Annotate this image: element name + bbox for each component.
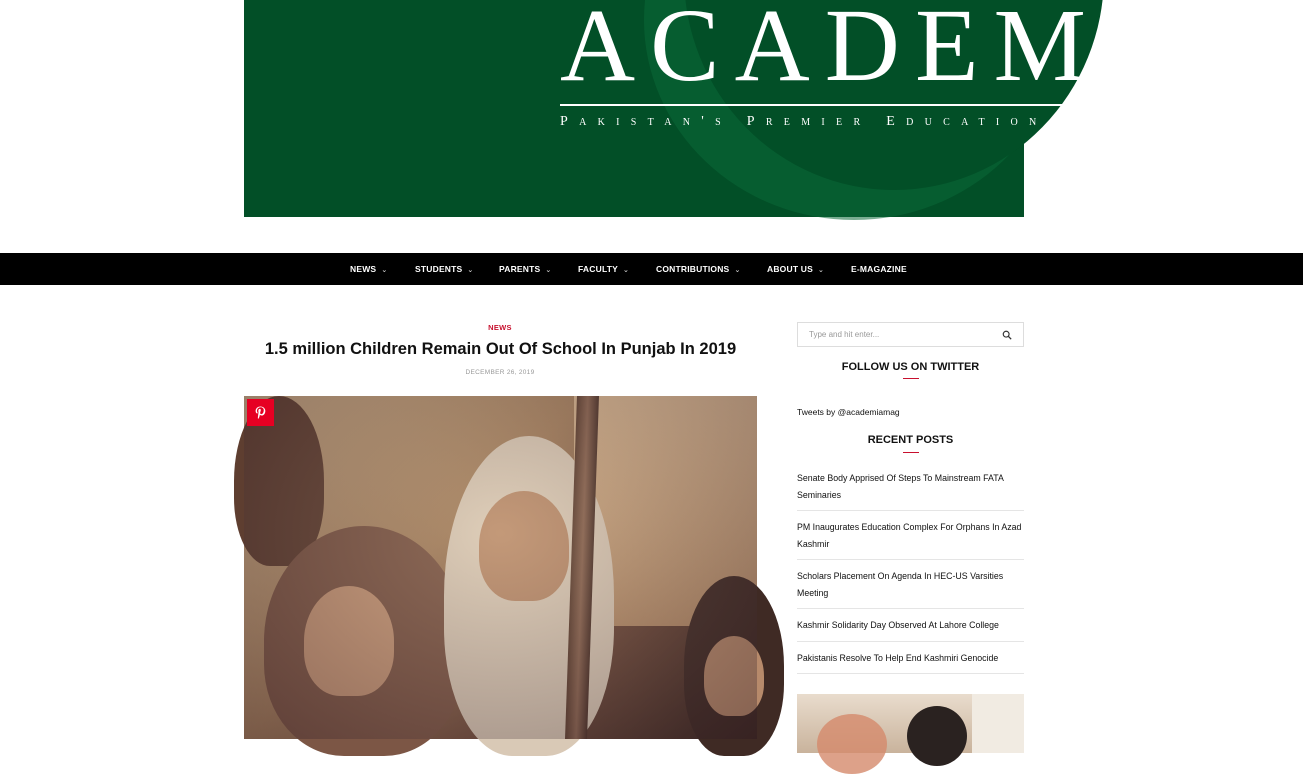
nav-item-label: CONTRIBUTIONS	[656, 264, 730, 274]
nav-item-label: STUDENTS	[415, 264, 463, 274]
nav-item-label: E-MAGAZINE	[851, 264, 907, 274]
tweets-by-link[interactable]: Tweets by @academiamag	[797, 407, 900, 417]
nav-item-about-us[interactable]	[767, 253, 824, 285]
logo-divider	[560, 104, 1224, 106]
widget-title-underline	[903, 452, 919, 453]
sidebar-thumbnail-image[interactable]	[797, 694, 1024, 753]
logo-letter: E	[914, 0, 979, 103]
logo-letter: A	[734, 0, 810, 103]
nav-item-label: PARENTS	[499, 264, 541, 274]
nav-item-parents[interactable]	[499, 253, 551, 285]
thumbnail-shape	[907, 706, 967, 766]
thumbnail-shape	[972, 694, 1024, 753]
recent-post-link[interactable]: Senate Body Apprised Of Steps To Mainstream FATA Seminaries	[797, 462, 1024, 511]
recent-posts-list	[797, 462, 1024, 674]
logo-letter: D	[824, 0, 900, 103]
chevron-down-icon: ⌄	[545, 267, 552, 274]
chevron-down-icon: ⌄	[622, 267, 630, 274]
article-date: DECEMBER 26, 2019	[465, 369, 535, 376]
nav-item-contributions[interactable]	[656, 253, 741, 285]
chevron-down-icon: ⌄	[734, 267, 741, 274]
header-banner[interactable]	[244, 0, 1226, 217]
article-title: 1.5 million Children Remain Out Of School In Punjab In 2019	[264, 340, 737, 358]
thumbnail-shape	[817, 714, 887, 774]
sidebar-search	[797, 322, 1024, 347]
nav-item-label: FACULTY	[578, 264, 618, 274]
chevron-down-icon: ⌄	[381, 267, 388, 274]
pinterest-icon	[254, 406, 267, 419]
logo-letter: C	[650, 0, 720, 103]
article-category-link[interactable]: NEWS	[488, 323, 512, 332]
logo-letter: A	[1150, 0, 1226, 103]
twitter-widget-title: FOLLOW US ON TWITTER	[841, 361, 980, 373]
logo-letter: M	[993, 0, 1087, 103]
image-shading	[244, 396, 757, 739]
nav-item-students[interactable]	[415, 253, 474, 285]
search-icon[interactable]	[1002, 330, 1012, 340]
main-navigation	[0, 253, 1303, 285]
recent-post-link[interactable]: Scholars Placement On Agenda In HEC-US Varsities Meeting	[797, 560, 1024, 609]
nav-item-faculty[interactable]	[578, 253, 629, 285]
widget-title-underline	[903, 378, 919, 379]
nav-item-label: ABOUT US	[767, 264, 813, 274]
logo-letter: A	[560, 0, 636, 103]
chevron-down-icon: ⌄	[467, 267, 474, 274]
nav-item-news[interactable]	[350, 253, 387, 285]
recent-posts-title: RECENT POSTS	[867, 434, 954, 446]
nav-item-e-magazine[interactable]	[851, 253, 907, 285]
recent-post-link[interactable]: Pakistanis Resolve To Help End Kashmiri Genocide	[797, 642, 1024, 675]
recent-post-link[interactable]: Kashmir Solidarity Day Observed At Lahore College	[797, 609, 1024, 642]
pinterest-share-button[interactable]	[247, 399, 274, 426]
search-input[interactable]	[798, 323, 998, 346]
recent-post-link[interactable]: PM Inaugurates Education Complex For Orphans In Azad Kashmir	[797, 511, 1024, 560]
chevron-down-icon: ⌄	[818, 267, 825, 274]
nav-item-label: NEWS	[350, 264, 377, 274]
site-tagline: Pakistan's Premier Education Magazine	[560, 114, 1210, 129]
site-logo-title	[560, 0, 1226, 103]
article-featured-image	[244, 396, 757, 739]
logo-letter: I	[1101, 0, 1136, 103]
